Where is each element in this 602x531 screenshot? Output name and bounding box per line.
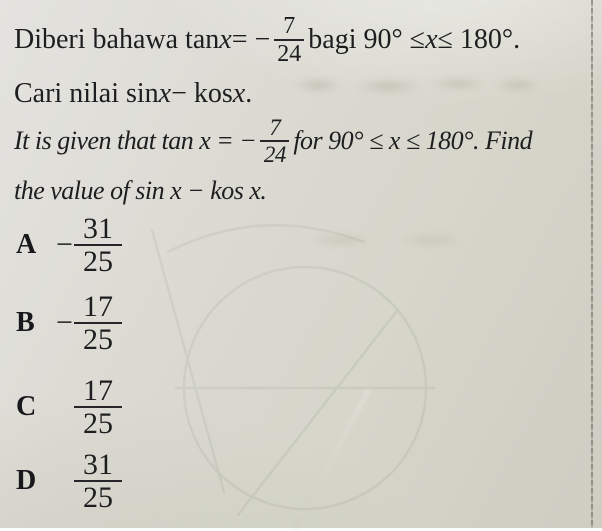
fraction-numerator: 31: [74, 450, 122, 482]
question-line-malay-1: [14, 14, 520, 67]
question-line-english-2: [14, 176, 266, 206]
option-fraction: [74, 214, 122, 277]
option-letter: C: [16, 391, 37, 423]
option-a: [16, 214, 122, 277]
malay-text-run-3: bagi 90° ≤: [308, 24, 426, 56]
fraction-numerator: 7: [274, 14, 304, 41]
fraction-denominator: 25: [83, 245, 113, 279]
question-line-malay-2: [14, 78, 252, 110]
fraction-numerator: 17: [74, 376, 122, 408]
option-letter: A: [16, 229, 37, 261]
show-through-smudge: [296, 228, 476, 252]
math-var-x: x: [232, 78, 246, 109]
fraction-7-24: [260, 116, 289, 167]
malay-text-run-2: = −: [231, 24, 271, 56]
option-fraction: [74, 450, 122, 513]
math-var-x: x: [425, 24, 438, 56]
option-c: [16, 376, 122, 439]
show-through-smudge: [288, 72, 538, 98]
english-text-run-1: It is given that tan x = −: [14, 126, 257, 156]
fraction-numerator: 7: [260, 116, 289, 142]
minus-sign: −: [56, 228, 73, 262]
fraction-denominator: 25: [83, 407, 113, 441]
malay-text-run-4: ≤ 180°.: [437, 24, 521, 56]
english-text-run-2: for 90° ≤ x ≤ 180°. Find: [293, 126, 533, 156]
question-line-english-1: [14, 116, 532, 167]
option-letter: D: [16, 465, 37, 497]
option-d: [16, 450, 122, 513]
option-fraction: [74, 376, 122, 439]
minus-sign: −: [56, 306, 73, 340]
malay-text-run-6: − kos: [171, 78, 233, 109]
fraction-denominator: 25: [83, 323, 113, 357]
paper-crease: [293, 389, 371, 531]
fraction-7-24: [274, 14, 304, 67]
option-fraction: [74, 292, 122, 355]
fraction-numerator: 31: [74, 214, 122, 246]
fraction-denominator: 24: [263, 142, 286, 168]
math-var-x: x: [158, 78, 172, 109]
math-var-x: x: [219, 24, 232, 56]
option-b: [16, 292, 122, 355]
malay-text-run-5: Cari nilai sin: [14, 78, 159, 109]
fraction-numerator: 17: [74, 292, 122, 324]
malay-text-run-7: .: [245, 78, 253, 109]
fraction-denominator: 25: [83, 481, 113, 515]
malay-text-run-1: Diberi bahawa tan: [14, 24, 220, 56]
fraction-denominator: 24: [277, 41, 302, 68]
option-letter: B: [16, 307, 35, 339]
page-edge-line: [591, 0, 593, 528]
english-text-run-3: the value of sin x − kos x.: [14, 176, 267, 205]
